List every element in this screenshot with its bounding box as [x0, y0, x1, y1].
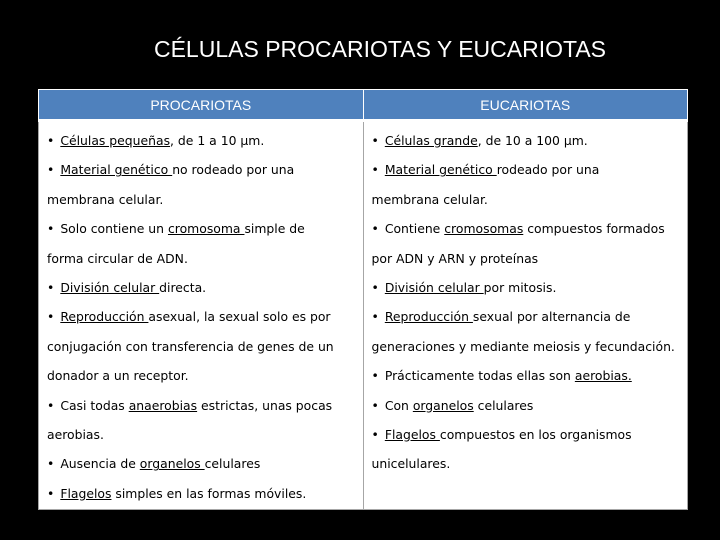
list-item	[372, 361, 681, 390]
bullet-icon: •	[371, 162, 379, 178]
item-continuation: por ADN y ARN y proteínas	[371, 250, 539, 266]
item-continuation: membrana celular.	[47, 191, 164, 207]
list-item	[47, 214, 356, 243]
item-text: compuestos en los organismos	[439, 427, 632, 443]
item-text: Ausencia de	[60, 456, 140, 472]
bullet-icon: •	[371, 397, 379, 413]
list-item	[47, 126, 356, 155]
item-continuation: generaciones y mediante meiosis y fecundación.	[371, 338, 675, 354]
term: División celular	[60, 280, 160, 296]
list-item	[47, 273, 356, 302]
header-row	[39, 90, 688, 121]
bullet-icon: •	[47, 397, 55, 413]
term: Flagelos	[60, 485, 112, 501]
item-continuation: membrana celular.	[371, 191, 488, 207]
list-item	[47, 391, 356, 420]
slide-title: CÉLULAS PROCARIOTAS Y EUCARIOTAS	[153, 36, 607, 62]
term: cromosoma	[167, 221, 245, 237]
bullet-icon: •	[47, 162, 55, 178]
term: Reproducción	[384, 309, 473, 325]
item-continuation: aerobias.	[47, 427, 104, 443]
term: Flagelos	[384, 427, 440, 443]
item-text: Con	[384, 397, 413, 413]
bullet-icon: •	[371, 280, 379, 296]
item-text: simple de	[244, 221, 305, 237]
term: Material genético	[60, 162, 173, 178]
item-text: , de 10 a 100 µm.	[477, 133, 588, 148]
bullet-icon: •	[47, 280, 55, 296]
item-continuation: conjugación con transferencia de genes de un	[47, 338, 334, 354]
item-text: , de 1 a 10 µm.	[170, 133, 265, 148]
content-row	[39, 121, 688, 510]
item-text: Contiene	[384, 221, 445, 237]
bullet-icon: •	[47, 485, 55, 501]
item-text: compuestos formados	[523, 221, 665, 237]
item-text: directa.	[159, 280, 207, 296]
item-text: celulares	[473, 397, 534, 413]
comparison-table	[38, 89, 688, 510]
item-continuation: unicelulares.	[371, 456, 451, 472]
bullet-icon: •	[47, 456, 55, 472]
item-continuation: donador a un receptor.	[47, 368, 189, 384]
item-text: Casi todas	[60, 397, 129, 413]
item-text: rodeado por una	[496, 162, 600, 178]
term: Células pequeñas	[60, 133, 171, 148]
list-item	[47, 155, 356, 184]
column-header-procariotas: PROCARIOTAS	[39, 90, 364, 121]
list-item	[372, 214, 681, 243]
bullet-icon: •	[371, 368, 379, 384]
term: aerobias.	[574, 368, 632, 384]
item-text: por mitosis.	[483, 280, 557, 296]
item-text: Prácticamente todas ellas son	[384, 368, 575, 384]
item-text: simples en las formas móviles.	[111, 485, 307, 501]
term: organelos	[139, 456, 205, 472]
item-text: asexual, la sexual solo es por	[148, 309, 331, 325]
bullet-icon: •	[371, 221, 379, 237]
list-item	[372, 155, 681, 184]
term: anaerobias	[128, 397, 198, 413]
term: organelos	[412, 397, 474, 413]
procariotas-cell	[39, 121, 364, 510]
bullet-icon: •	[47, 221, 55, 237]
bullet-icon: •	[371, 427, 379, 443]
list-item	[372, 302, 681, 331]
list-item	[372, 273, 681, 302]
list-item	[47, 302, 356, 331]
list-item	[372, 420, 681, 449]
bullet-icon: •	[371, 309, 379, 325]
list-item	[372, 126, 681, 155]
list-item	[372, 391, 681, 420]
item-text: no rodeado por una	[172, 162, 295, 178]
item-text: celulares	[204, 456, 261, 472]
item-text: sexual por alternancia de	[472, 309, 631, 325]
list-item	[47, 449, 356, 478]
column-header-eucariotas: EUCARIOTAS	[363, 90, 688, 121]
bullet-icon: •	[371, 133, 379, 148]
bullet-icon: •	[47, 133, 55, 148]
list-item	[47, 479, 356, 508]
term: cromosomas	[444, 221, 524, 237]
item-text: Solo contiene un	[60, 221, 168, 237]
term: Material genético	[384, 162, 497, 178]
bullet-icon: •	[47, 309, 55, 325]
term: Reproducción	[60, 309, 149, 325]
term: Células grande	[384, 133, 478, 148]
item-continuation: forma circular de ADN.	[47, 250, 188, 266]
eucariotas-cell	[363, 121, 688, 510]
term: División celular	[384, 280, 484, 296]
item-text: estrictas, unas pocas	[197, 397, 333, 413]
